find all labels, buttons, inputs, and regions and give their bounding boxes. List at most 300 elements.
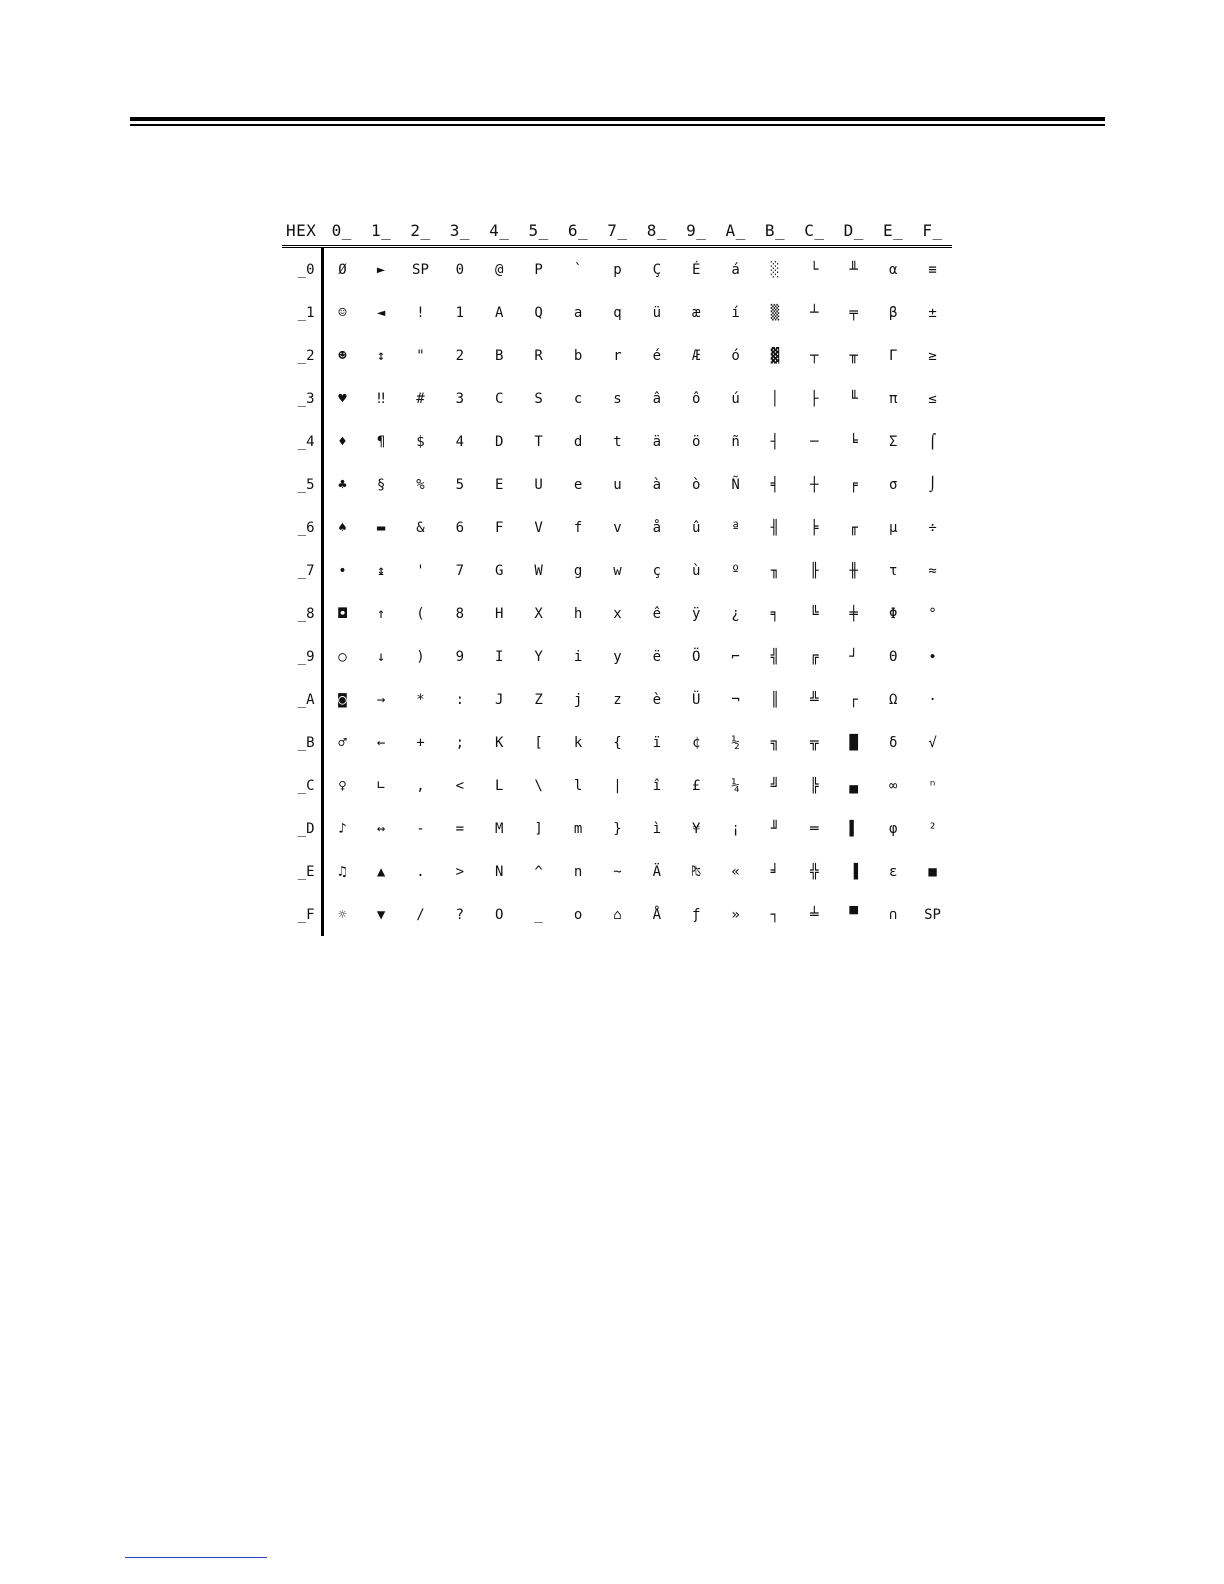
- character-cell: ∟: [376, 777, 386, 794]
- character-cell: ≈: [928, 562, 937, 579]
- character-cell: ╠: [810, 777, 819, 794]
- character-cell: ⁿ: [928, 777, 937, 794]
- character-cell: SP: [412, 261, 429, 278]
- character-cell: ■: [928, 863, 937, 880]
- row-header: _0: [282, 247, 322, 292]
- character-cell: 9: [455, 648, 465, 665]
- character-cell: p: [613, 261, 622, 278]
- character-cell: g: [573, 562, 583, 579]
- character-cell: =: [455, 820, 465, 837]
- character-cell: SP: [924, 906, 941, 923]
- character-cell: i: [573, 648, 583, 665]
- character-cell: ": [416, 347, 425, 364]
- row-header: _5: [282, 463, 322, 506]
- character-cell: |: [613, 777, 622, 794]
- character-cell: →: [376, 691, 386, 708]
- character-cell: ▒: [770, 304, 780, 321]
- character-cell: í: [731, 304, 740, 321]
- character-cell: ┴: [810, 304, 819, 321]
- table-row: [282, 764, 952, 807]
- character-cell: 6: [455, 519, 465, 536]
- character-cell: }: [613, 820, 622, 837]
- character-cell: *: [416, 691, 425, 708]
- character-cell: │: [770, 390, 780, 407]
- character-cell: !: [416, 304, 425, 321]
- character-cell: r: [613, 347, 622, 364]
- character-cell: ∞: [888, 777, 898, 794]
- header-rule-thick: [130, 117, 1105, 121]
- character-cell: ♠: [338, 519, 347, 536]
- character-cell: ╤: [849, 304, 858, 321]
- character-cell: k: [573, 734, 583, 751]
- character-cell: σ: [888, 476, 898, 493]
- character-cell: Ä: [652, 863, 662, 880]
- character-cell: ↔: [376, 820, 386, 837]
- character-cell: █: [849, 734, 858, 751]
- character-cell: M: [495, 820, 504, 837]
- character-cell: β: [888, 304, 898, 321]
- column-header: F_: [913, 215, 952, 247]
- character-cell: ╩: [810, 691, 819, 708]
- character-cell: └: [810, 261, 819, 278]
- row-header: _C: [282, 764, 322, 807]
- character-cell: ú: [731, 390, 740, 407]
- character-cell: 8: [455, 605, 465, 622]
- character-cell: ←: [376, 734, 386, 751]
- character-cell: ╔: [810, 648, 819, 665]
- character-cell: £: [691, 777, 701, 794]
- character-cell: ╢: [770, 519, 780, 536]
- character-cell: ┤: [770, 433, 780, 450]
- character-cell: +: [416, 734, 425, 751]
- character-cell: /: [416, 906, 425, 923]
- column-header: B_: [755, 215, 794, 247]
- character-cell: ╜: [770, 820, 780, 837]
- character-cell: ▄: [849, 777, 858, 794]
- character-cell: ┬: [810, 347, 819, 364]
- character-cell: ê: [652, 605, 662, 622]
- character-cell: H: [495, 605, 504, 622]
- character-cell: a: [573, 304, 583, 321]
- character-cell: Å: [652, 906, 662, 923]
- character-cell: ╙: [849, 390, 858, 407]
- character-cell: _: [534, 906, 543, 923]
- table-row: [282, 807, 952, 850]
- character-cell: Ü: [691, 691, 701, 708]
- character-cell: ↨: [376, 562, 386, 579]
- character-cell: v: [613, 519, 622, 536]
- character-cell: Φ: [888, 605, 898, 622]
- character-cell: ◙: [338, 691, 347, 708]
- character-cell: K: [495, 734, 504, 751]
- character-cell: ╖: [770, 562, 780, 579]
- character-cell: $: [416, 433, 425, 450]
- character-cell: ╪: [849, 605, 858, 622]
- row-header: _2: [282, 334, 322, 377]
- character-cell: B: [495, 347, 504, 364]
- character-cell: ²: [928, 820, 937, 837]
- character-cell: ¶: [376, 433, 386, 450]
- character-cell: Ñ: [731, 476, 740, 493]
- character-cell: ╝: [770, 777, 780, 794]
- character-cell: G: [495, 562, 504, 579]
- character-cell: `: [573, 261, 583, 278]
- character-cell: ∩: [888, 906, 898, 923]
- character-cell: ╗: [770, 734, 780, 751]
- footer-rule: [125, 1557, 267, 1558]
- character-cell: ï: [652, 734, 662, 751]
- character-cell: L: [495, 777, 504, 794]
- character-cell: [: [534, 734, 543, 751]
- character-cell: ≥: [928, 347, 937, 364]
- character-cell: @: [495, 261, 504, 278]
- column-header: 3_: [440, 215, 479, 247]
- character-cell: ╥: [849, 347, 858, 364]
- character-cell: <: [455, 777, 465, 794]
- character-cell: ▓: [770, 347, 780, 364]
- character-cell: ╟: [810, 562, 819, 579]
- column-header: 5_: [519, 215, 558, 247]
- character-cell: ╞: [810, 519, 819, 536]
- character-cell: ♫: [338, 863, 347, 880]
- character-cell: ⌠: [928, 433, 937, 450]
- character-cell: è: [652, 691, 662, 708]
- character-cell: ├: [810, 390, 819, 407]
- character-cell: ▲: [376, 863, 386, 880]
- column-header: 4_: [480, 215, 519, 247]
- character-cell: ╡: [770, 476, 780, 493]
- character-cell: J: [495, 691, 504, 708]
- character-cell: 1: [455, 304, 465, 321]
- character-cell: á: [731, 261, 740, 278]
- character-cell: ╚: [810, 605, 819, 622]
- character-cell: ±: [928, 304, 937, 321]
- character-cell: ?: [455, 906, 465, 923]
- character-cell: ♦: [338, 433, 347, 450]
- row-header: _3: [282, 377, 322, 420]
- character-cell: à: [652, 476, 662, 493]
- character-cell: ╦: [810, 734, 819, 751]
- character-cell: (: [416, 605, 425, 622]
- character-cell: ▬: [376, 519, 386, 536]
- character-cell: {: [613, 734, 622, 751]
- character-cell: û: [691, 519, 701, 536]
- character-cell: ┌: [849, 691, 858, 708]
- character-cell: U: [534, 476, 543, 493]
- table-row: [282, 420, 952, 463]
- character-cell: ~: [613, 863, 622, 880]
- column-header: 7_: [598, 215, 637, 247]
- character-cell: x: [613, 605, 622, 622]
- character-cell: y: [613, 648, 622, 665]
- character-cell: 4: [455, 433, 465, 450]
- character-cell: ‼: [376, 390, 386, 407]
- table-row: [282, 850, 952, 893]
- character-cell: ^: [534, 863, 543, 880]
- character-cell: ): [416, 648, 425, 665]
- table-row: [282, 377, 952, 420]
- character-cell: R: [534, 347, 543, 364]
- character-cell: ë: [652, 648, 662, 665]
- character-cell: ¢: [691, 734, 701, 751]
- character-cell: ∙: [928, 648, 937, 665]
- character-cell: ¼: [731, 777, 740, 794]
- character-cell: ┘: [849, 648, 858, 665]
- character-cell: ¡: [731, 820, 740, 837]
- character-cell: 3: [455, 390, 465, 407]
- character-cell: ♣: [338, 476, 347, 493]
- character-cell: ╧: [810, 906, 819, 923]
- character-cell: °: [928, 605, 937, 622]
- character-cell: w: [613, 562, 622, 579]
- character-cell: ☻: [338, 347, 347, 364]
- character-cell: «: [731, 863, 740, 880]
- character-cell: ¥: [691, 820, 701, 837]
- character-cell: ': [416, 562, 425, 579]
- row-header: _4: [282, 420, 322, 463]
- character-cell: ≤: [928, 390, 937, 407]
- table-row: [282, 247, 952, 292]
- character-cell: ☼: [338, 906, 347, 923]
- character-cell: A: [495, 304, 504, 321]
- character-cell: ì: [652, 820, 662, 837]
- character-cell: α: [888, 261, 898, 278]
- column-header: 1_: [361, 215, 400, 247]
- column-header: A_: [716, 215, 755, 247]
- character-cell: »: [731, 906, 740, 923]
- table-body: [282, 247, 952, 937]
- character-cell: ░: [770, 261, 780, 278]
- character-cell: ♪: [338, 820, 347, 837]
- character-cell: ▼: [376, 906, 386, 923]
- row-header: _6: [282, 506, 322, 549]
- character-cell: f: [573, 519, 583, 536]
- character-cell: :: [455, 691, 465, 708]
- character-cell: Z: [534, 691, 543, 708]
- character-cell: E: [495, 476, 504, 493]
- character-cell: æ: [691, 304, 701, 321]
- character-cell: π: [888, 390, 898, 407]
- character-cell: ç: [652, 562, 662, 579]
- character-cell: ó: [731, 347, 740, 364]
- row-header: _D: [282, 807, 322, 850]
- character-cell: N: [495, 863, 504, 880]
- character-cell: é: [652, 347, 662, 364]
- character-cell: h: [573, 605, 583, 622]
- row-header: _1: [282, 291, 322, 334]
- table-row: [282, 592, 952, 635]
- character-cell: ◄: [376, 304, 386, 321]
- character-cell: É: [691, 261, 701, 278]
- character-cell: ª: [731, 519, 740, 536]
- character-cell: z: [613, 691, 622, 708]
- character-cell: l: [573, 777, 583, 794]
- column-header: E_: [873, 215, 912, 247]
- column-header: 6_: [558, 215, 597, 247]
- character-cell: q: [613, 304, 622, 321]
- character-cell: I: [495, 648, 504, 665]
- character-cell: \: [534, 777, 543, 794]
- character-cell: ½: [731, 734, 740, 751]
- row-header: _F: [282, 893, 322, 936]
- character-cell: â: [652, 390, 662, 407]
- character-cell: ⌐: [731, 648, 740, 665]
- character-cell: Ö: [691, 648, 701, 665]
- character-cell: ╨: [849, 261, 858, 278]
- table-row: [282, 463, 952, 506]
- character-code-table: [282, 215, 952, 936]
- character-cell: ▌: [849, 820, 858, 837]
- character-cell: T: [534, 433, 543, 450]
- character-cell: Ç: [652, 261, 662, 278]
- character-cell: ◘: [338, 605, 347, 622]
- character-cell: ÷: [928, 519, 937, 536]
- character-cell: ☺: [338, 304, 347, 321]
- character-cell: Q: [534, 304, 543, 321]
- character-cell: P: [534, 261, 543, 278]
- table-row: [282, 549, 952, 592]
- row-header: _9: [282, 635, 322, 678]
- character-cell: ↓: [376, 648, 386, 665]
- character-cell: >: [455, 863, 465, 880]
- character-cell: V: [534, 519, 543, 536]
- character-cell: .: [416, 863, 425, 880]
- character-cell: ¿: [731, 605, 740, 622]
- character-cell: ▀: [849, 906, 858, 923]
- character-cell: ⌡: [928, 476, 937, 493]
- row-header: _E: [282, 850, 322, 893]
- character-cell: %: [416, 476, 425, 493]
- character-cell: Ø: [338, 261, 347, 278]
- character-cell: µ: [888, 519, 898, 536]
- character-cell: ╛: [770, 863, 780, 880]
- character-cell: e: [573, 476, 583, 493]
- character-cell: ♂: [338, 734, 347, 751]
- table-row: [282, 635, 952, 678]
- character-cell: ⌂: [613, 906, 622, 923]
- character-cell: ╫: [849, 562, 858, 579]
- character-cell: ]: [534, 820, 543, 837]
- hex-corner-label: HEX: [282, 215, 322, 247]
- character-cell: ►: [376, 261, 386, 278]
- character-cell: ♥: [338, 390, 347, 407]
- table-row: [282, 334, 952, 377]
- character-cell: ä: [652, 433, 662, 450]
- character-cell: ƒ: [691, 906, 701, 923]
- character-cell: √: [928, 734, 937, 751]
- character-cell: ÿ: [691, 605, 701, 622]
- character-cell: ╕: [770, 605, 780, 622]
- character-cell: ·: [928, 691, 937, 708]
- row-header: _8: [282, 592, 322, 635]
- character-cell: X: [534, 605, 543, 622]
- character-cell: Σ: [888, 433, 898, 450]
- character-cell: Γ: [888, 347, 898, 364]
- character-cell: ╘: [849, 433, 858, 450]
- character-cell: ═: [810, 820, 819, 837]
- row-header: _A: [282, 678, 322, 721]
- character-cell: ↕: [376, 347, 386, 364]
- column-header: 9_: [677, 215, 716, 247]
- character-cell: ö: [691, 433, 701, 450]
- column-header: 2_: [401, 215, 440, 247]
- character-cell: n: [573, 863, 583, 880]
- character-cell: c: [573, 390, 583, 407]
- character-cell: Æ: [691, 347, 701, 364]
- character-cell: O: [495, 906, 504, 923]
- column-header: D_: [834, 215, 873, 247]
- character-cell: τ: [888, 562, 898, 579]
- character-cell: 7: [455, 562, 465, 579]
- character-cell: o: [573, 906, 583, 923]
- character-cell: ò: [691, 476, 701, 493]
- character-cell: ▐: [849, 863, 858, 880]
- character-cell: t: [613, 433, 622, 450]
- character-cell: &: [416, 519, 425, 536]
- character-cell: ○: [338, 648, 347, 665]
- character-cell: C: [495, 390, 504, 407]
- character-cell: -: [416, 820, 425, 837]
- character-cell: m: [573, 820, 583, 837]
- character-cell: 0: [455, 261, 465, 278]
- character-cell: d: [573, 433, 583, 450]
- character-cell: W: [534, 562, 543, 579]
- row-header: _B: [282, 721, 322, 764]
- row-header: _7: [282, 549, 322, 592]
- header-rule-thin: [130, 124, 1105, 126]
- character-cell: j: [573, 691, 583, 708]
- character-cell: ü: [652, 304, 662, 321]
- character-cell: Θ: [888, 648, 898, 665]
- character-cell: ║: [770, 691, 780, 708]
- character-cell: ╣: [770, 648, 780, 665]
- character-cell: ╓: [849, 519, 858, 536]
- character-cell: ¬: [731, 691, 740, 708]
- character-cell: 5: [455, 476, 465, 493]
- character-cell: ♀: [338, 777, 347, 794]
- character-cell: §: [376, 476, 386, 493]
- character-cell: ε: [888, 863, 898, 880]
- table-row: [282, 721, 952, 764]
- character-cell: s: [613, 390, 622, 407]
- character-cell: b: [573, 347, 583, 364]
- character-cell: #: [416, 390, 425, 407]
- character-cell: Ω: [888, 691, 898, 708]
- character-cell: 2: [455, 347, 465, 364]
- character-cell: ,: [416, 777, 425, 794]
- character-cell: ₧: [691, 863, 701, 880]
- table-row: [282, 678, 952, 721]
- column-header: 8_: [637, 215, 676, 247]
- character-cell: Y: [534, 648, 543, 665]
- table-row: [282, 893, 952, 936]
- column-header: 0_: [322, 215, 361, 247]
- character-cell: å: [652, 519, 662, 536]
- character-cell: ╒: [849, 476, 858, 493]
- table-row: [282, 506, 952, 549]
- character-cell: •: [338, 562, 347, 579]
- character-cell: º: [731, 562, 740, 579]
- character-cell: ;: [455, 734, 465, 751]
- table-header: [282, 215, 952, 247]
- character-cell: ─: [810, 433, 819, 450]
- character-cell: F: [495, 519, 504, 536]
- character-cell: î: [652, 777, 662, 794]
- character-cell: ╬: [810, 863, 819, 880]
- character-cell: φ: [888, 820, 898, 837]
- character-cell: ≡: [928, 261, 937, 278]
- header-row: [282, 215, 952, 247]
